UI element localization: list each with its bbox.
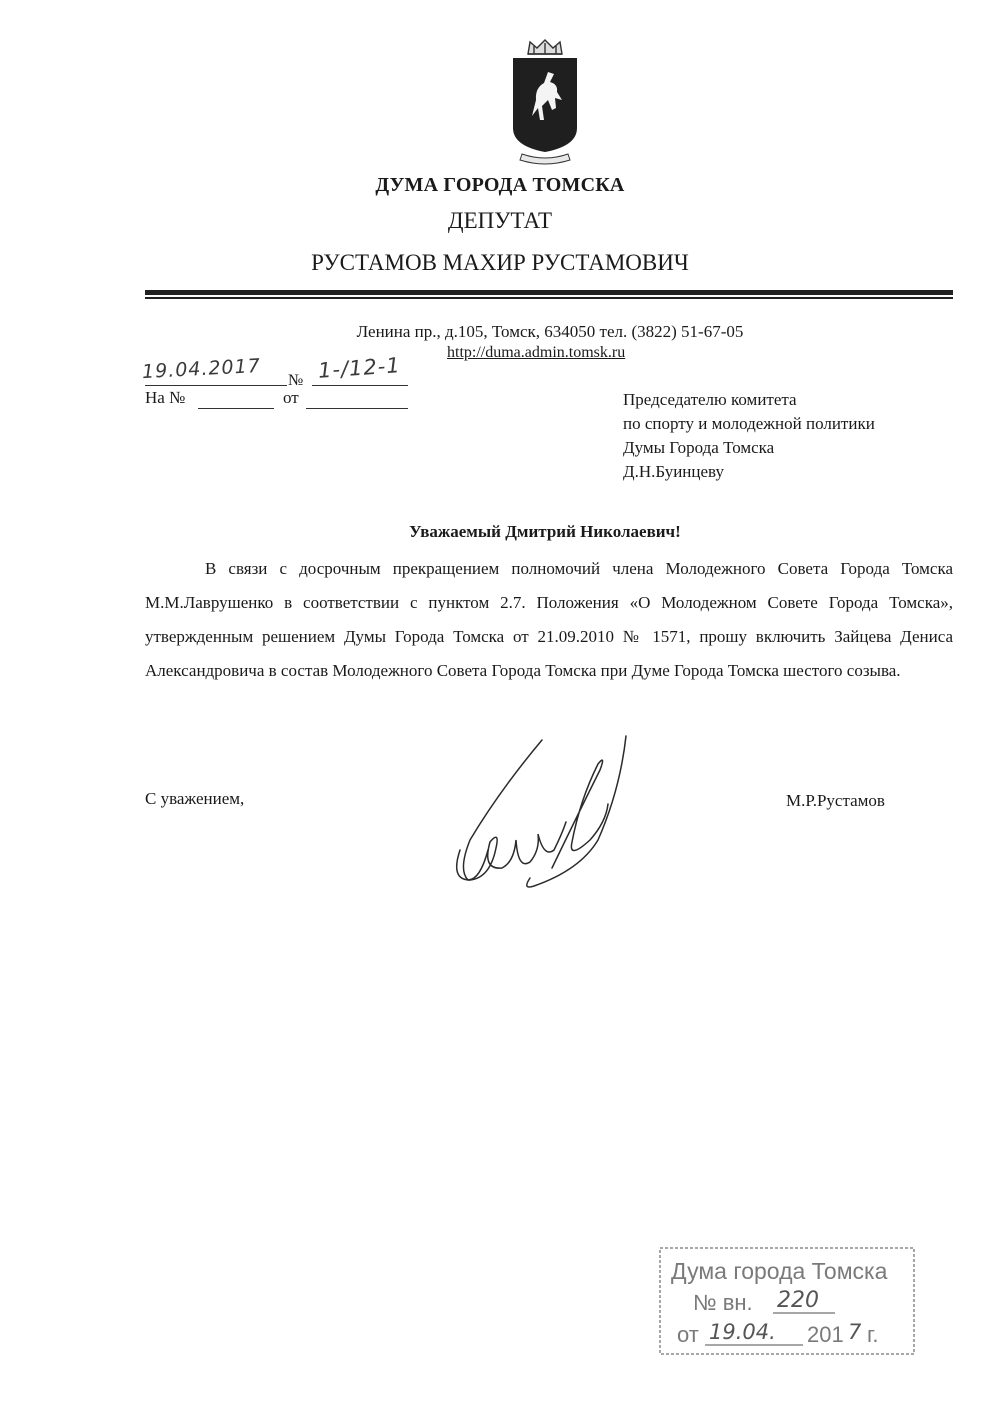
organization-name: ДУМА ГОРОДА ТОМСКА bbox=[375, 174, 625, 196]
stamp-date-label: от bbox=[677, 1322, 699, 1347]
outgoing-date: 19.04.2017 bbox=[141, 354, 262, 384]
outgoing-number-line bbox=[312, 385, 408, 386]
salutation: Уважаемый Дмитрий Николаевич! bbox=[409, 522, 681, 541]
closing-phrase: С уважением, bbox=[145, 789, 245, 808]
stamp-year-unit: г. bbox=[867, 1322, 879, 1347]
stamp-number-label: № вн. bbox=[693, 1290, 753, 1315]
stamp-number-value: 220 bbox=[777, 1288, 819, 1313]
coat-of-arms-icon bbox=[510, 38, 580, 166]
addressee-block bbox=[623, 388, 875, 484]
sender-address: Ленина пр., д.105, Томск, 634050 тел. (3822) 51-67-05 bbox=[356, 322, 744, 341]
sender-position: ДЕПУТАТ bbox=[447, 208, 553, 233]
sender-full-name: РУСТАМОВ МАХИР РУСТАМОВИЧ bbox=[311, 250, 689, 275]
outgoing-date-line bbox=[145, 385, 287, 386]
outgoing-number-label: № bbox=[288, 372, 304, 389]
reference-number-line bbox=[198, 408, 274, 409]
reference-number-label: На № bbox=[145, 388, 186, 407]
registration-stamp bbox=[657, 1245, 917, 1357]
reference-date-line bbox=[306, 408, 408, 409]
addressee-line: по спорту и молодежной политики bbox=[623, 414, 875, 433]
reference-date-label: от bbox=[283, 388, 299, 407]
stamp-year-prefix: 201 bbox=[807, 1322, 844, 1347]
stamp-title: Дума города Томска bbox=[671, 1258, 888, 1284]
stamp-date-value: 19.04. bbox=[709, 1320, 776, 1344]
signer-name: М.Р.Рустамов bbox=[786, 791, 885, 810]
header-divider-thin bbox=[145, 297, 953, 299]
addressee-line: Думы Города Томска bbox=[623, 438, 775, 457]
website-link[interactable]: http://duma.admin.tomsk.ru bbox=[447, 344, 626, 361]
header-divider-thick bbox=[145, 290, 953, 295]
outgoing-number: 1-/12-1 bbox=[317, 353, 402, 383]
letter-body: В связи с досрочным прекращением полномочий члена Молодежного Совета Города Томска М.М.Лаврушенко в соответствии с пунктом 2.7. Положения «О Молодежном Совете Города Томска», утвержденным решением Думы Города Томска от 21.09.2010 № 1571, прошу включить Зайцева Дениса Александровича в состав Молодежного Совета Города Томска при Думе Города Томска шестого созыва. bbox=[145, 559, 953, 680]
signature-icon bbox=[430, 730, 650, 895]
stamp-year-suffix: 7 bbox=[848, 1320, 862, 1344]
addressee-line: Д.Н.Буинцеву bbox=[623, 462, 724, 481]
addressee-line: Председателю комитета bbox=[623, 390, 797, 409]
